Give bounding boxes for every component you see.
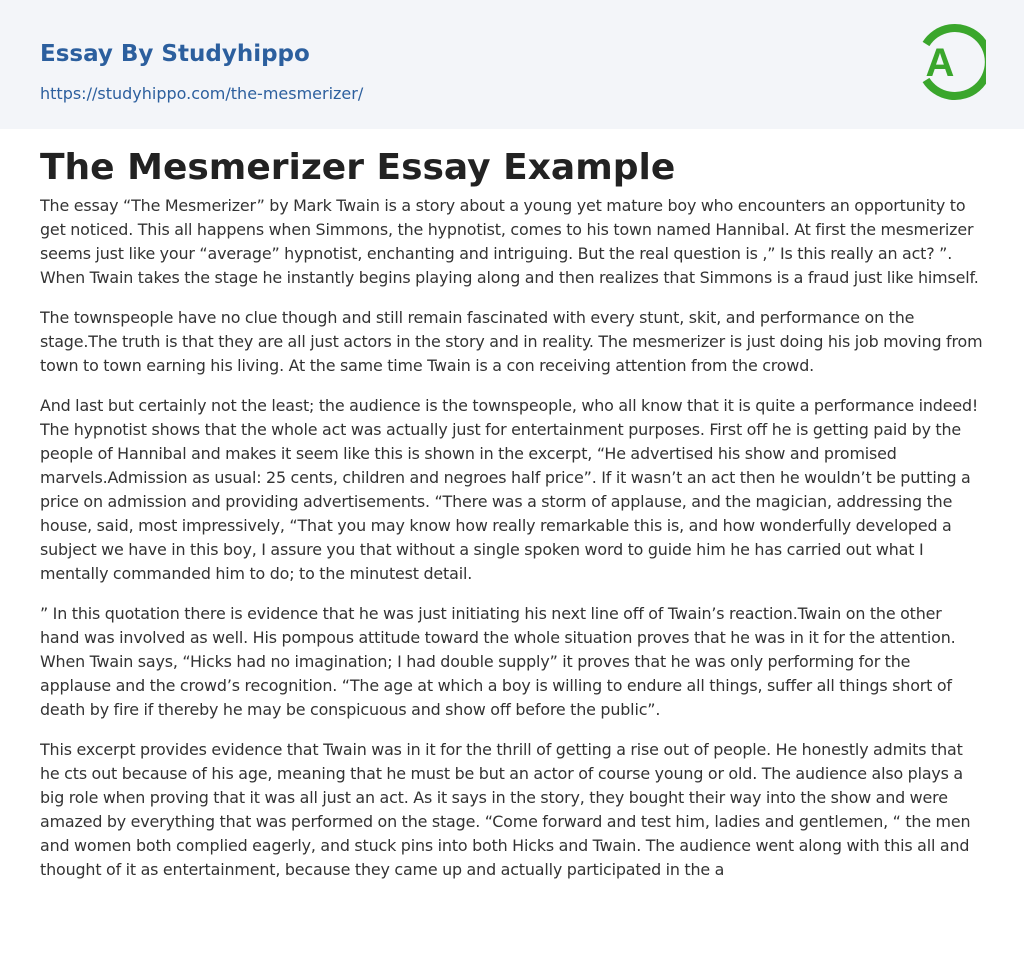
- essay-paragraph: The townspeople have no clue though and still remain fascinated with every stunt, skit, and performance on the stage.The truth is that they are all just actors in the story and in reality. The mesmerizer is just doing his job moving from town to town earning his living. At the same time Twain is a con receiving attention from the crowd.: [40, 308, 983, 375]
- page-title: The Mesmerizer Essay Example: [40, 147, 676, 188]
- essay-paragraph: The essay “The Mesmerizer” by Mark Twain is a story about a young yet mature boy who encounters an opportunity to get noticed. This all happens when Simmons, the hypnotist, comes to his town named Hannibal. At first the mesmerizer seems just like your “average” hypnotist, enchanting and intriguing. But the real question is ,” Is this really an act? ”. When Twain takes the stage he instantly begins playing along and then realizes that Simmons is a fraud just like himself.: [40, 196, 979, 287]
- essay-paragraph: ” In this quotation there is evidence that he was just initiating his next line off of Twain’s reaction.Twain on the other hand was involved as well. His pompous attitude toward the whole situation proves that he was in it for the attention. When Twain says, “Hicks had no imagination; I had double supply” it proves that he was only performing for the applause and the crowd’s recognition. “The age at which a boy is willing to endure all things, suffer all things short of death by fire if thereby he may be conspicuous and show off before the public”.: [40, 604, 956, 719]
- site-header: [0, 0, 1024, 129]
- logo-letter: A: [925, 41, 955, 85]
- essay-paragraph: This excerpt provides evidence that Twain was in it for the thrill of getting a rise out of people. He honestly admits that he cts out because of his age, meaning that he must be but an actor of course young or old. The audience also plays a big role when proving that it was all just an act. As it says in the story, they bought their way into the show and were amazed by everything that was performed on the stage. “Come forward and test him, ladies and gentlemen, “ the men and women both complied eagerly, and stuck pins into both Hicks and Twain. The audience went along with this all and thought of it as entertainment, because they came up and actually participated in the a: [40, 740, 971, 879]
- essay-paragraph: And last but certainly not the least; the audience is the townspeople, who all know that it is quite a performance indeed! The hypnotist shows that the whole act was actually just for entertainment purposes. First off he is getting paid by the people of Hannibal and makes it seem like this is shown in the excerpt, “He advertised his show and promised marvels.Admission as usual: 25 cents, children and negroes half price”. If it wasn’t an act then he wouldn’t be putting a price on admission and providing advertisements. “There was a storm of applause, and the magician, addressing the house, said, most impressively, “That you may know how really remarkable this is, and how wonderfully developed a subject we have in this boy, I assure you that without a single spoken word to guide him he has carried out what I mentally commanded him to do; to the minutest detail.: [40, 396, 979, 583]
- studyhippo-logo-icon[interactable]: [912, 19, 986, 105]
- site-title: Essay By Studyhippo: [40, 41, 310, 67]
- essay-body: [40, 194, 984, 963]
- source-url-link[interactable]: https://studyhippo.com/the-mesmerizer/: [40, 84, 364, 103]
